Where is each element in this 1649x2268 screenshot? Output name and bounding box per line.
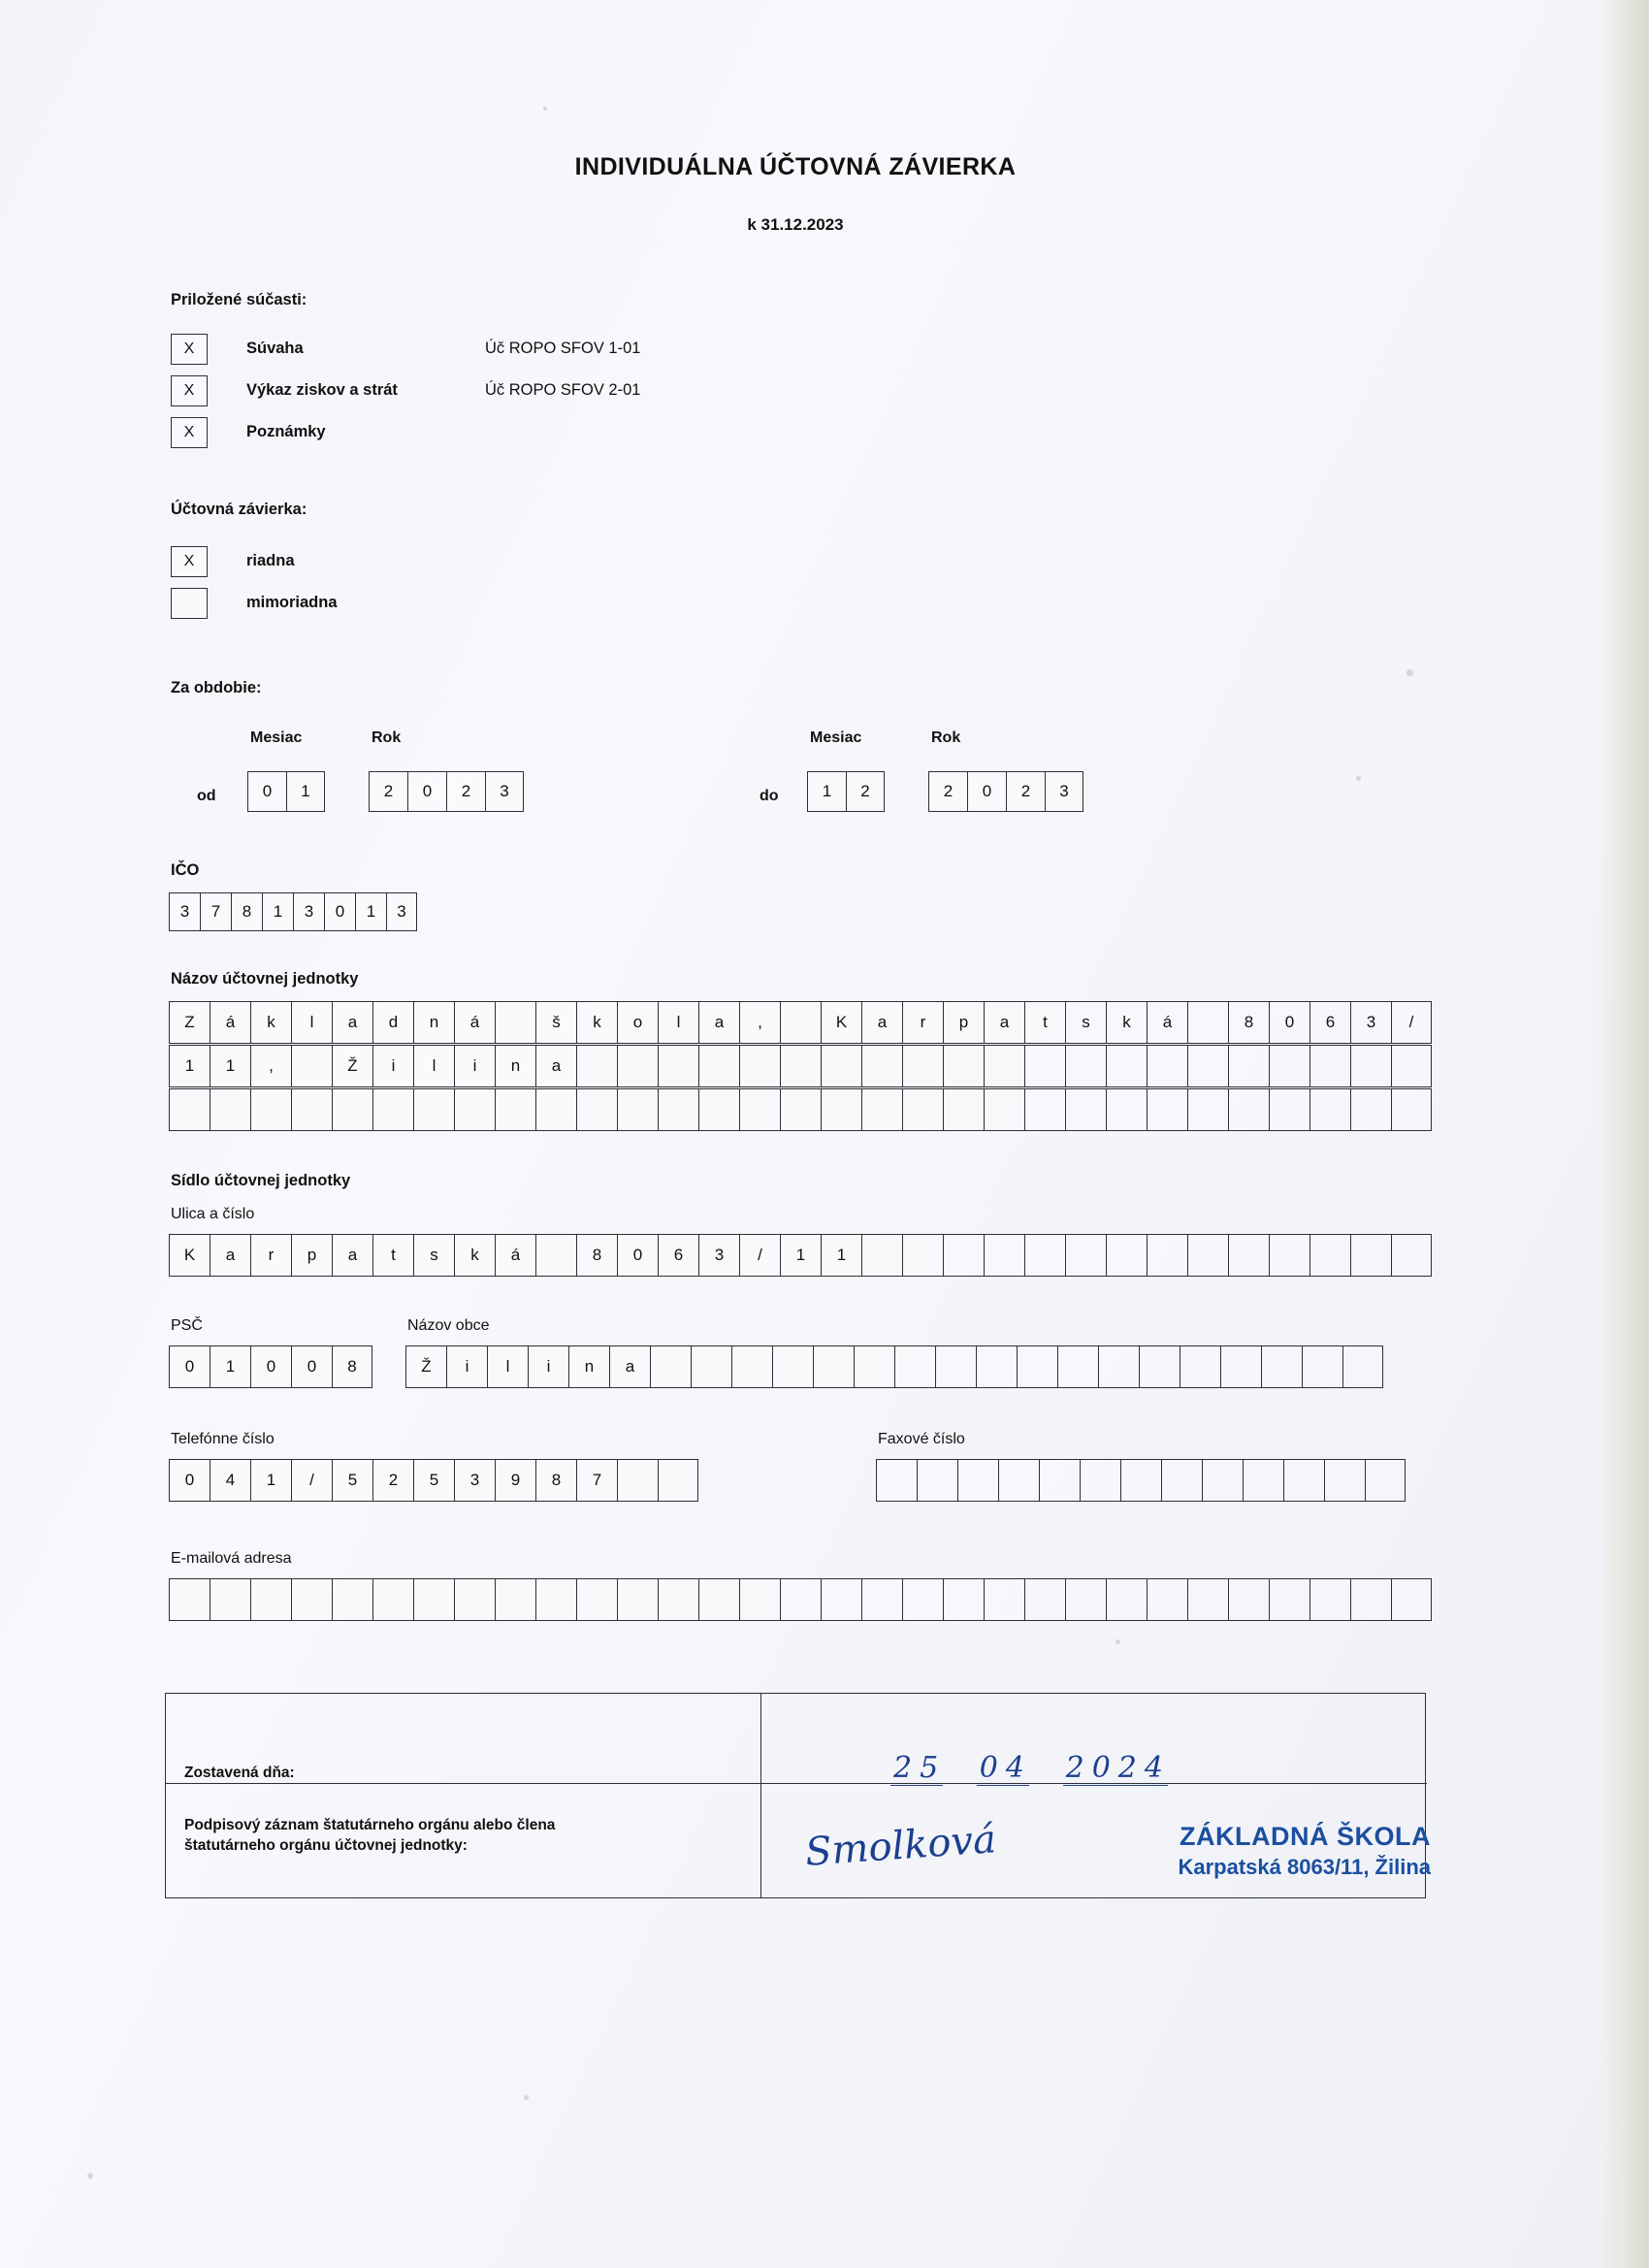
cell[interactable] (535, 1578, 576, 1621)
cell[interactable]: t (1024, 1001, 1065, 1044)
signature-label: Podpisový záznam štatutárneho orgánu alebo člena štatutárneho orgánu účtovnej jednotky: (184, 1817, 556, 1854)
cell[interactable] (861, 1578, 902, 1621)
cell[interactable] (1350, 1088, 1391, 1131)
cell[interactable]: , (739, 1001, 780, 1044)
cell[interactable]: 2 (446, 771, 485, 812)
period-label: Za obdobie: (171, 679, 262, 697)
city-label: Názov obce (407, 1317, 490, 1334)
date-digit: 0 (1089, 1751, 1116, 1786)
cell[interactable]: 4 (210, 1459, 250, 1502)
cell[interactable]: 5 (413, 1459, 454, 1502)
cell[interactable] (739, 1578, 780, 1621)
cell[interactable] (943, 1234, 984, 1277)
entity-name-line-2[interactable] (169, 1045, 1432, 1087)
cell[interactable]: 7 (200, 892, 231, 931)
cell[interactable]: K (169, 1234, 210, 1277)
cell[interactable] (658, 1578, 698, 1621)
period-to-year-header: Rok (931, 729, 961, 746)
cell[interactable]: 8 (231, 892, 262, 931)
cell[interactable] (332, 1088, 372, 1131)
compiled-label: Zostavená dňa: (184, 1765, 295, 1781)
cell[interactable]: i (372, 1045, 413, 1087)
cell[interactable] (169, 1578, 210, 1621)
cell[interactable]: 0 (169, 1345, 210, 1388)
cell[interactable]: 3 (1045, 771, 1083, 812)
cell[interactable] (1228, 1234, 1269, 1277)
organization-stamp (1086, 1822, 1431, 1880)
zip-label: PSČ (171, 1317, 203, 1334)
entity-name-line-1[interactable] (169, 1001, 1432, 1044)
cell[interactable] (1243, 1459, 1283, 1502)
date-digit: 2 (1063, 1751, 1089, 1786)
checkbox-mimoriadna[interactable] (171, 588, 208, 619)
zip-field[interactable] (169, 1345, 372, 1388)
cell[interactable]: a (984, 1001, 1024, 1044)
cell[interactable]: a (210, 1234, 250, 1277)
label-poznamky: Poznámky (246, 423, 326, 440)
cell[interactable]: i (446, 1345, 487, 1388)
cell[interactable] (454, 1088, 495, 1131)
cell[interactable] (1187, 1088, 1228, 1131)
cell[interactable] (1057, 1345, 1098, 1388)
period-from-year-header: Rok (372, 729, 402, 746)
cell[interactable]: , (250, 1045, 291, 1087)
cell[interactable] (1039, 1459, 1080, 1502)
cell[interactable]: a (698, 1001, 739, 1044)
cell[interactable]: 8 (332, 1345, 372, 1388)
cell[interactable] (1350, 1578, 1391, 1621)
cell[interactable] (1024, 1045, 1065, 1087)
cell[interactable]: 7 (576, 1459, 617, 1502)
cell[interactable] (698, 1578, 739, 1621)
cell[interactable]: k (576, 1001, 617, 1044)
cell[interactable] (894, 1345, 935, 1388)
date-digit: 0 (977, 1751, 1003, 1786)
cell[interactable]: á (495, 1234, 535, 1277)
cell[interactable] (957, 1459, 998, 1502)
cell[interactable] (332, 1578, 372, 1621)
cell[interactable]: 0 (169, 1459, 210, 1502)
cell[interactable] (1024, 1088, 1065, 1131)
scan-speck (524, 2095, 529, 2100)
cell[interactable]: Ž (332, 1045, 372, 1087)
cell[interactable]: 0 (324, 892, 355, 931)
cell[interactable] (1106, 1088, 1147, 1131)
cell[interactable]: t (372, 1234, 413, 1277)
code-vykaz-ziskov-a-strat: Úč ROPO SFOV 2-01 (485, 381, 641, 399)
cell[interactable]: 5 (332, 1459, 372, 1502)
cell[interactable]: 3 (485, 771, 524, 812)
cell[interactable]: / (1391, 1001, 1432, 1044)
cell[interactable]: Ž (405, 1345, 446, 1388)
cell[interactable]: 2 (369, 771, 407, 812)
attachments-label: Priložené súčasti: (171, 291, 307, 308)
cell[interactable] (935, 1345, 976, 1388)
cell[interactable]: l (487, 1345, 528, 1388)
cell[interactable]: a (332, 1001, 372, 1044)
ico-field[interactable] (169, 892, 417, 931)
cell[interactable] (1283, 1459, 1324, 1502)
cell[interactable] (1269, 1578, 1310, 1621)
cell[interactable]: 3 (386, 892, 417, 931)
cell[interactable] (1065, 1088, 1106, 1131)
cell[interactable] (813, 1345, 854, 1388)
street-label: Ulica a číslo (171, 1206, 255, 1222)
cell[interactable] (1310, 1578, 1350, 1621)
cell[interactable] (780, 1001, 821, 1044)
cell[interactable] (1024, 1234, 1065, 1277)
cell[interactable]: Z (169, 1001, 210, 1044)
period-from-label: od (197, 788, 216, 804)
cell[interactable] (1302, 1345, 1342, 1388)
cell[interactable] (1391, 1088, 1432, 1131)
cell[interactable] (210, 1088, 250, 1131)
period-from-year[interactable] (369, 771, 524, 812)
cell[interactable] (1228, 1088, 1269, 1131)
cell[interactable]: š (535, 1001, 576, 1044)
cell[interactable] (372, 1088, 413, 1131)
cell[interactable]: 6 (658, 1234, 698, 1277)
cell[interactable] (617, 1578, 658, 1621)
cell[interactable] (998, 1459, 1039, 1502)
cell[interactable] (617, 1088, 658, 1131)
date-digit: 2 (890, 1751, 917, 1786)
cell[interactable] (210, 1578, 250, 1621)
cell[interactable] (617, 1459, 658, 1502)
cell[interactable]: K (821, 1001, 861, 1044)
cell[interactable]: o (617, 1001, 658, 1044)
cell[interactable] (698, 1045, 739, 1087)
code-suvaha: Úč ROPO SFOV 1-01 (485, 340, 641, 357)
cell[interactable] (1269, 1045, 1310, 1087)
cell[interactable] (1161, 1459, 1202, 1502)
cell[interactable]: l (413, 1045, 454, 1087)
cell[interactable] (169, 1088, 210, 1131)
cell[interactable]: 9 (495, 1459, 535, 1502)
cell[interactable] (1391, 1045, 1432, 1087)
cell[interactable]: 0 (1269, 1001, 1310, 1044)
page-title: INDIVIDUÁLNA ÚČTOVNÁ ZÁVIERKA (574, 153, 1017, 180)
cell[interactable] (1139, 1345, 1180, 1388)
cell[interactable] (658, 1088, 698, 1131)
cell[interactable] (772, 1345, 813, 1388)
cell[interactable]: p (943, 1001, 984, 1044)
cell[interactable] (495, 1088, 535, 1131)
cell[interactable]: á (1147, 1001, 1187, 1044)
cell[interactable]: n (413, 1001, 454, 1044)
label-vykaz-ziskov-a-strat: Výkaz ziskov a strát (246, 381, 398, 399)
cell[interactable]: 1 (286, 771, 325, 812)
date-digit: 4 (1003, 1751, 1029, 1786)
cell[interactable] (821, 1045, 861, 1087)
cell[interactable]: 0 (250, 1345, 291, 1388)
cell[interactable]: 2 (928, 771, 967, 812)
cell[interactable] (1187, 1234, 1228, 1277)
scan-speck (1116, 1639, 1120, 1644)
cell[interactable]: 1 (355, 892, 386, 931)
cell[interactable]: a (861, 1001, 902, 1044)
cell[interactable] (984, 1234, 1024, 1277)
cell[interactable] (821, 1578, 861, 1621)
cell[interactable]: a (332, 1234, 372, 1277)
cell[interactable] (821, 1088, 861, 1131)
cell[interactable] (1065, 1045, 1106, 1087)
cell[interactable] (1269, 1088, 1310, 1131)
label-mimoriadna: mimoriadna (246, 594, 338, 611)
label-suvaha: Súvaha (246, 340, 304, 357)
cell[interactable] (691, 1345, 731, 1388)
cell[interactable] (658, 1045, 698, 1087)
scan-speck (87, 2173, 93, 2179)
scan-speck (1406, 669, 1413, 676)
cell[interactable] (1220, 1345, 1261, 1388)
cell[interactable] (780, 1578, 821, 1621)
cell[interactable]: 1 (210, 1345, 250, 1388)
cell[interactable]: 8 (1228, 1001, 1269, 1044)
stamp-line-2: Karpatská 8063/11, Žilina (1178, 1855, 1431, 1879)
period-to-month[interactable] (807, 771, 885, 812)
period-from-month-header: Mesiac (250, 729, 303, 746)
cell[interactable] (1365, 1459, 1406, 1502)
cell[interactable] (1187, 1001, 1228, 1044)
cell[interactable] (1391, 1234, 1432, 1277)
cell[interactable] (1202, 1459, 1243, 1502)
cell[interactable] (1342, 1345, 1383, 1388)
date-digit: 5 (917, 1751, 943, 1786)
checkbox-vykaz-ziskov-a-strat[interactable]: X (171, 375, 208, 406)
cell[interactable] (976, 1345, 1017, 1388)
period-to-label: do (760, 788, 779, 804)
cell[interactable]: i (454, 1045, 495, 1087)
cell[interactable] (1017, 1345, 1057, 1388)
cell[interactable] (250, 1578, 291, 1621)
cell[interactable]: p (291, 1234, 332, 1277)
cell[interactable] (1324, 1459, 1365, 1502)
cell[interactable]: á (454, 1001, 495, 1044)
cell[interactable]: i (528, 1345, 568, 1388)
cell[interactable] (1024, 1578, 1065, 1621)
cell[interactable] (454, 1578, 495, 1621)
cell[interactable] (984, 1088, 1024, 1131)
fax-field[interactable] (876, 1459, 1406, 1502)
cell[interactable]: 3 (169, 892, 200, 931)
cell[interactable] (1106, 1578, 1147, 1621)
page-subtitle: k 31.12.2023 (747, 215, 844, 234)
cell[interactable] (250, 1088, 291, 1131)
cell[interactable] (1180, 1345, 1220, 1388)
cell[interactable] (1106, 1234, 1147, 1277)
cell[interactable] (943, 1088, 984, 1131)
period-to-month-header: Mesiac (810, 729, 862, 746)
cell[interactable] (854, 1345, 894, 1388)
cell[interactable] (1187, 1045, 1228, 1087)
cell[interactable] (658, 1459, 698, 1502)
cell[interactable] (943, 1045, 984, 1087)
cell[interactable] (984, 1578, 1024, 1621)
cell[interactable]: 1 (821, 1234, 861, 1277)
cell[interactable] (650, 1345, 691, 1388)
cell[interactable]: / (291, 1459, 332, 1502)
handwritten-signature: Smolková (803, 1817, 998, 1875)
cell[interactable] (902, 1234, 943, 1277)
scan-speck (1356, 776, 1361, 781)
cell[interactable]: k (454, 1234, 495, 1277)
street-field[interactable] (169, 1234, 1432, 1277)
cell[interactable] (1147, 1234, 1187, 1277)
cell[interactable] (1080, 1459, 1120, 1502)
checkbox-suvaha[interactable]: X (171, 334, 208, 365)
cell[interactable]: 0 (617, 1234, 658, 1277)
cell[interactable]: n (495, 1045, 535, 1087)
phone-label: Telefónne číslo (171, 1431, 275, 1447)
cell[interactable]: 0 (407, 771, 446, 812)
footer-divider-vertical (760, 1694, 761, 1898)
cell[interactable]: 3 (293, 892, 324, 931)
fax-label: Faxové číslo (878, 1431, 965, 1447)
cell[interactable]: 1 (210, 1045, 250, 1087)
cell[interactable]: k (250, 1001, 291, 1044)
period-to-year[interactable] (928, 771, 1083, 812)
cell[interactable]: 1 (807, 771, 846, 812)
cell[interactable] (876, 1459, 917, 1502)
scan-speck (543, 107, 547, 111)
cell[interactable]: 0 (291, 1345, 332, 1388)
cell[interactable] (576, 1088, 617, 1131)
cell[interactable]: 8 (535, 1459, 576, 1502)
entity-name-label: Názov účtovnej jednotky (171, 970, 359, 988)
ico-label: IČO (171, 861, 200, 879)
cell[interactable] (861, 1045, 902, 1087)
cell[interactable] (1310, 1088, 1350, 1131)
cell[interactable]: 0 (967, 771, 1006, 812)
cell[interactable] (780, 1088, 821, 1131)
date-digit: 2 (1116, 1751, 1142, 1786)
cell[interactable]: 1 (262, 892, 293, 931)
cell[interactable] (902, 1578, 943, 1621)
cell[interactable]: 3 (454, 1459, 495, 1502)
cell[interactable] (902, 1045, 943, 1087)
cell[interactable]: n (568, 1345, 609, 1388)
cell[interactable] (291, 1578, 332, 1621)
checkbox-riadna[interactable]: X (171, 546, 208, 577)
checkbox-poznamky[interactable]: X (171, 417, 208, 448)
cell[interactable] (535, 1088, 576, 1131)
phone-field[interactable] (169, 1459, 698, 1502)
entity-name-line-3[interactable] (169, 1088, 1432, 1131)
cell[interactable] (291, 1045, 332, 1087)
cell[interactable]: 8 (576, 1234, 617, 1277)
cell[interactable]: l (658, 1001, 698, 1044)
cell[interactable]: a (535, 1045, 576, 1087)
cell[interactable] (861, 1088, 902, 1131)
cell[interactable] (1065, 1578, 1106, 1621)
cell[interactable]: 2 (1006, 771, 1045, 812)
cell[interactable] (413, 1578, 454, 1621)
cell[interactable] (943, 1578, 984, 1621)
cell[interactable] (902, 1088, 943, 1131)
cell[interactable]: k (1106, 1001, 1147, 1044)
cell[interactable] (372, 1578, 413, 1621)
cell[interactable]: l (291, 1001, 332, 1044)
cell[interactable] (917, 1459, 957, 1502)
cell[interactable] (1147, 1045, 1187, 1087)
cell[interactable] (780, 1045, 821, 1087)
cell[interactable] (1350, 1045, 1391, 1087)
cell[interactable] (1106, 1045, 1147, 1087)
cell[interactable]: d (372, 1001, 413, 1044)
city-field[interactable] (405, 1345, 1383, 1388)
cell[interactable] (495, 1578, 535, 1621)
cell[interactable] (535, 1234, 576, 1277)
date-digit: 4 (1142, 1751, 1168, 1786)
email-label: E-mailová adresa (171, 1550, 292, 1567)
cell[interactable] (617, 1045, 658, 1087)
cell[interactable]: / (739, 1234, 780, 1277)
cell[interactable] (1147, 1578, 1187, 1621)
cell[interactable]: 1 (250, 1459, 291, 1502)
stamp-line-1: ZÁKLADNÁ ŠKOLA (1180, 1822, 1431, 1851)
cell[interactable]: 1 (169, 1045, 210, 1087)
cell[interactable]: á (210, 1001, 250, 1044)
cell[interactable] (1098, 1345, 1139, 1388)
cell[interactable] (984, 1045, 1024, 1087)
cell[interactable] (413, 1088, 454, 1131)
cell[interactable]: r (902, 1001, 943, 1044)
address-label: Sídlo účtovnej jednotky (171, 1172, 351, 1189)
cell[interactable] (698, 1088, 739, 1131)
cell[interactable] (495, 1001, 535, 1044)
cell[interactable] (576, 1578, 617, 1621)
cell[interactable] (1391, 1578, 1432, 1621)
cell[interactable] (1228, 1045, 1269, 1087)
cell[interactable] (291, 1088, 332, 1131)
cell[interactable]: 0 (247, 771, 286, 812)
cell[interactable] (1120, 1459, 1161, 1502)
cell[interactable] (739, 1045, 780, 1087)
cell[interactable] (731, 1345, 772, 1388)
cell[interactable]: s (413, 1234, 454, 1277)
email-field[interactable] (169, 1578, 1432, 1621)
cell[interactable] (861, 1234, 902, 1277)
label-riadna: riadna (246, 552, 295, 569)
cell[interactable] (1187, 1578, 1228, 1621)
statement-type-label: Účtovná závierka: (171, 501, 307, 518)
cell[interactable]: 3 (698, 1234, 739, 1277)
period-from-month[interactable] (247, 771, 325, 812)
cell[interactable]: 2 (372, 1459, 413, 1502)
compiled-date-handwritten (890, 1751, 1168, 1785)
cell[interactable]: 1 (780, 1234, 821, 1277)
cell[interactable] (576, 1045, 617, 1087)
cell[interactable] (1228, 1578, 1269, 1621)
cell[interactable]: 6 (1310, 1001, 1350, 1044)
cell[interactable]: 3 (1350, 1001, 1391, 1044)
cell[interactable] (1350, 1234, 1391, 1277)
cell[interactable] (1269, 1234, 1310, 1277)
cell[interactable]: a (609, 1345, 650, 1388)
cell[interactable] (1147, 1088, 1187, 1131)
cell[interactable]: 2 (846, 771, 885, 812)
cell[interactable] (739, 1088, 780, 1131)
cell[interactable] (1261, 1345, 1302, 1388)
cell[interactable]: s (1065, 1001, 1106, 1044)
cell[interactable] (1310, 1045, 1350, 1087)
cell[interactable] (1065, 1234, 1106, 1277)
cell[interactable]: r (250, 1234, 291, 1277)
cell[interactable] (1310, 1234, 1350, 1277)
